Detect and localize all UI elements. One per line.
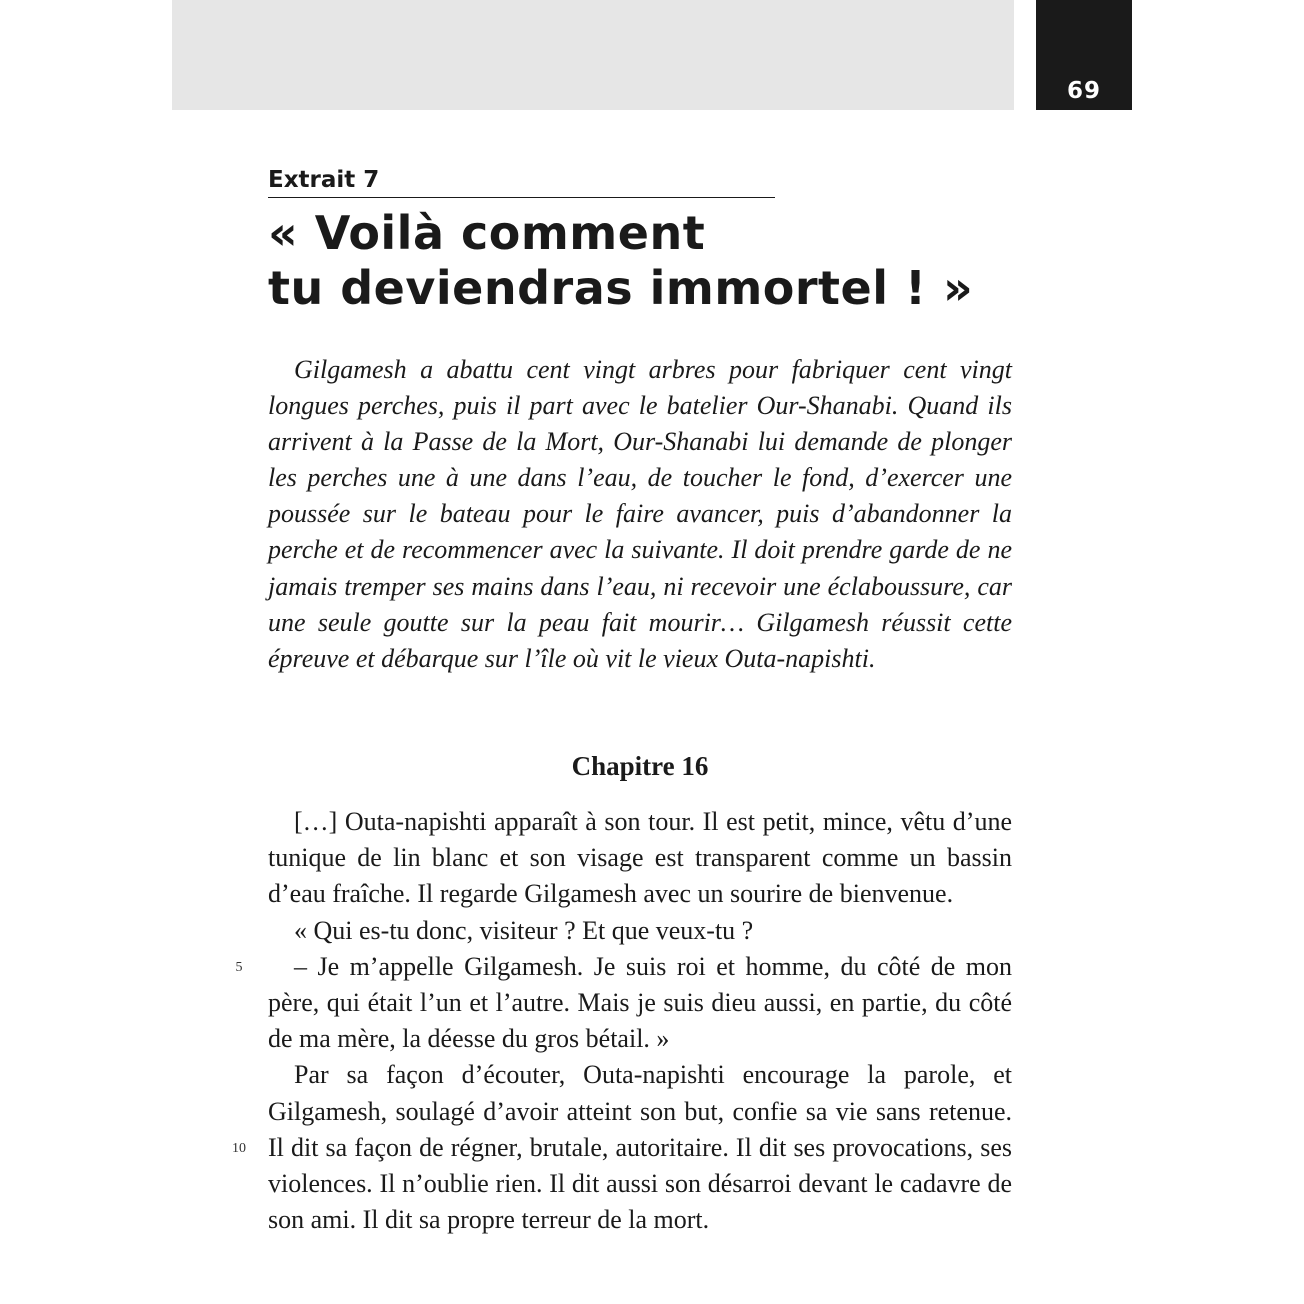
extract-title [268, 206, 973, 316]
dialogue-reply: – Je m’appelle Gilgamesh. Je suis roi et homme, du côté de mon père, qui était l’un et l’autre. Mais je suis dieu aussi, en partie, du côté de ma mère, la déesse du gros bétail. » [268, 951, 1012, 1054]
page-number-box [1036, 0, 1132, 110]
intro-paragraph: Gilgamesh a abattu cent vingt arbres pour fabriquer cent vingt longues perches, puis il part avec le batelier Our-Shanabi. Quand ils arrivent à la Passe de la Mort, Our-Shanabi lui demande de plonger les perches une à une dans l’eau, de toucher le fond, d’exercer une poussée sur le bateau pour le faire avancer, puis d’abandonner la perche et de recommencer avec la suivante. Il doit prendre garde de ne jamais tremper ses mains dans l’eau, ni recevoir une éclaboussure, car une seule goutte sur la peau fait mourir… Gilgamesh réussit cette épreuve et débarque sur l’île où vit le vieux Outa-napishti. [268, 355, 1012, 673]
line-number-10: 10 [232, 1141, 246, 1156]
body-paragraph: […] Outa-napishti apparaît à son tour. Il est petit, mince, vêtu d’une tunique de lin blanc et son visage est transparent comme un bassin d’eau fraîche. Il regarde Gilgamesh avec un sourire de bienvenue. [268, 807, 1012, 909]
extract-label: Extrait 7 [268, 166, 775, 198]
header-band [172, 0, 1014, 110]
extract-title-line-2: tu deviendras immortel ! » [268, 261, 974, 315]
extract-title-line-1: « Voilà comment [268, 206, 706, 260]
chapter-body [268, 804, 1012, 1238]
body-paragraph: Par sa façon d’écouter, Outa-napishti encourage la parole, et Gilgamesh, soulagé d’avoir atteint son but, confie sa vie sans retenue. Il dit sa façon de régner, brutale, autoritaire. Il dit ses provocations, ses violences. Il n’oublie rien. Il dit aussi son désarroi devant le cadavre de son ami. Il dit sa propre terreur de la mort. [268, 1060, 1012, 1235]
line-number-5: 5 [235, 960, 243, 975]
dialogue-line: « Qui es-tu donc, visiteur ? Et que veux-tu ? [294, 915, 754, 945]
chapter-heading: Chapitre 16 [571, 751, 709, 781]
page-number: 69 [1066, 78, 1101, 104]
